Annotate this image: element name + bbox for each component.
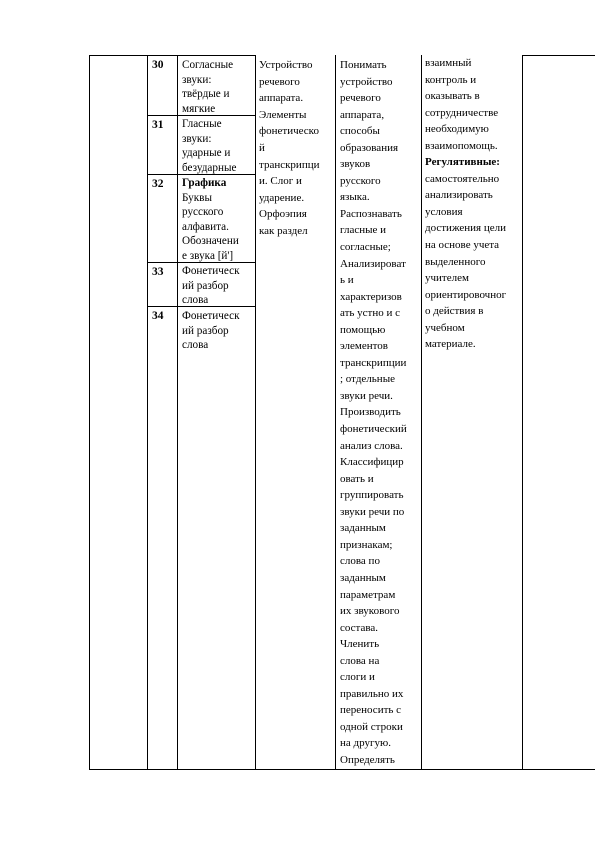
topic-line: Фонетическ xyxy=(182,265,240,277)
content-line: и. Слог и xyxy=(259,175,302,188)
activity-line: Понимать xyxy=(340,59,387,71)
activity-line: на другую. xyxy=(340,737,391,750)
top-border-2 xyxy=(522,55,595,56)
activity-line: ь и xyxy=(340,274,354,287)
activity-line: помощью xyxy=(340,323,386,336)
topic-line: звуки: xyxy=(182,73,212,86)
content-line: Устройство xyxy=(259,59,313,71)
activity-line: звуки речи. xyxy=(340,389,393,402)
top-border xyxy=(89,55,255,56)
uud-line: ориентировочног xyxy=(425,288,507,301)
activity-line: речевого xyxy=(340,92,381,105)
row-number: 33 xyxy=(152,266,164,278)
topic-line: ий разбор xyxy=(182,279,229,292)
activity-line: звуки речи по xyxy=(340,505,405,518)
uud-line: учебном xyxy=(425,321,465,334)
uud-line: выделенного xyxy=(425,255,486,268)
uud-line: необходимую xyxy=(425,123,489,136)
lesson-topic xyxy=(182,264,240,308)
topic-line: алфавита. xyxy=(182,220,229,233)
content-line: фонетическо xyxy=(259,125,319,138)
topic-line: Буквы xyxy=(182,191,212,204)
lesson-topic xyxy=(182,58,233,116)
activity-line: слова на xyxy=(340,654,380,667)
row-number: 31 xyxy=(152,119,164,131)
row-number: 30 xyxy=(152,59,164,71)
activity-line: слова по xyxy=(340,555,380,568)
topic-line: звуки: xyxy=(182,132,212,145)
uud-line: условия xyxy=(425,205,463,218)
activity-line: русского xyxy=(340,174,381,187)
uud-line: достижения цели xyxy=(425,222,507,235)
grid-line-topic xyxy=(177,55,178,770)
activity-line: способы xyxy=(340,125,380,138)
topic-heading: Графика xyxy=(182,177,227,189)
content-line: аппарата. xyxy=(259,92,304,105)
topic-line: Фонетическ xyxy=(182,310,240,322)
activity-line: группировать xyxy=(340,489,404,502)
activity-line: элементов xyxy=(340,340,388,353)
lesson-topic xyxy=(182,309,240,353)
content-line: Элементы xyxy=(259,108,307,121)
activity-line: переносить с xyxy=(340,704,402,717)
grid-line-right xyxy=(522,55,523,770)
topic-line: ударные и xyxy=(182,147,231,160)
activity-line: согласные; xyxy=(340,241,391,254)
grid-line-uud xyxy=(421,55,422,770)
activity-line: транскрипции xyxy=(340,356,407,369)
activity-line: их звукового xyxy=(340,605,400,618)
lesson-topic xyxy=(182,176,239,264)
activity-line: Членить xyxy=(340,638,380,651)
topic-line: слова xyxy=(182,339,209,352)
uud-line: о действия в xyxy=(425,305,484,318)
activity-line: Определять xyxy=(340,753,395,766)
topic-line: русского xyxy=(182,206,224,219)
activity-line: ать устно и с xyxy=(340,307,401,320)
uud-column xyxy=(425,55,521,353)
activity-line: фонетический xyxy=(340,423,407,436)
bottom-border xyxy=(89,769,595,770)
activity-line: Анализироват xyxy=(340,257,406,270)
content-line: речевого xyxy=(259,75,300,88)
topic-line: слова xyxy=(182,294,209,307)
activity-line: аппарата, xyxy=(340,108,385,121)
activity-line: ; отдельные xyxy=(340,373,395,386)
activity-line: заданным xyxy=(340,571,386,584)
uud-line: взаимопомощь. xyxy=(425,139,498,152)
uud-line: учителем xyxy=(425,272,469,285)
activity-line: гласные и xyxy=(340,224,387,237)
activity-line: Классифицир xyxy=(340,456,404,469)
activity-line: слоги и xyxy=(340,671,375,684)
content-line: Орфоэпия xyxy=(259,208,307,221)
activity-line: правильно их xyxy=(340,687,404,700)
uud-line: оказывать в xyxy=(425,90,480,103)
row-number: 34 xyxy=(152,310,164,322)
topic-line: твёрдые и xyxy=(182,88,230,101)
content-line: й xyxy=(259,141,265,154)
topic-line: е звука [й'] xyxy=(182,249,234,262)
uud-line: на основе учета xyxy=(425,239,500,252)
topic-line: мягкие xyxy=(182,102,216,115)
topic-line: безударные xyxy=(182,161,237,174)
topic-line: Обозначени xyxy=(182,235,239,248)
uud-line: анализировать xyxy=(425,189,493,202)
content-column xyxy=(259,57,334,240)
uud-line: самостоятельно xyxy=(425,172,500,185)
uud-line: контроль и xyxy=(425,73,477,86)
grid-line-activities xyxy=(335,55,336,770)
activity-line: состава. xyxy=(340,621,379,634)
activities-column xyxy=(340,57,420,769)
activity-line: параметрам xyxy=(340,588,396,601)
activity-line: Производить xyxy=(340,406,401,419)
activity-line: анализ слова. xyxy=(340,439,403,452)
uud-line: взаимный xyxy=(425,57,472,69)
activity-line: устройство xyxy=(340,75,393,88)
activity-line: одной строки xyxy=(340,720,403,733)
activity-line: характеризов xyxy=(340,290,402,303)
activity-line: звуков xyxy=(340,158,371,171)
grid-line-num xyxy=(147,55,148,770)
activity-line: языка. xyxy=(340,191,370,204)
uud-line: сотрудничестве xyxy=(425,106,499,119)
activity-line: признакам; xyxy=(340,538,393,551)
topic-line: Гласные xyxy=(182,118,222,130)
activity-line: заданным xyxy=(340,522,386,535)
grid-line-content xyxy=(255,55,256,770)
topic-line: Согласные xyxy=(182,59,234,71)
grid-line-left xyxy=(89,55,90,770)
content-line: транскрипци xyxy=(259,158,320,171)
content-line: как раздел xyxy=(259,224,308,237)
content-line: ударение. xyxy=(259,191,305,204)
lesson-topic xyxy=(182,117,236,175)
regulative-label: Регулятивные: xyxy=(425,156,500,169)
activity-line: овать и xyxy=(340,472,374,485)
topic-line: ий разбор xyxy=(182,324,229,337)
uud-line: материале. xyxy=(425,338,476,351)
row-number: 32 xyxy=(152,178,164,190)
activity-line: образования xyxy=(340,141,399,154)
activity-line: Распознавать xyxy=(340,207,402,220)
